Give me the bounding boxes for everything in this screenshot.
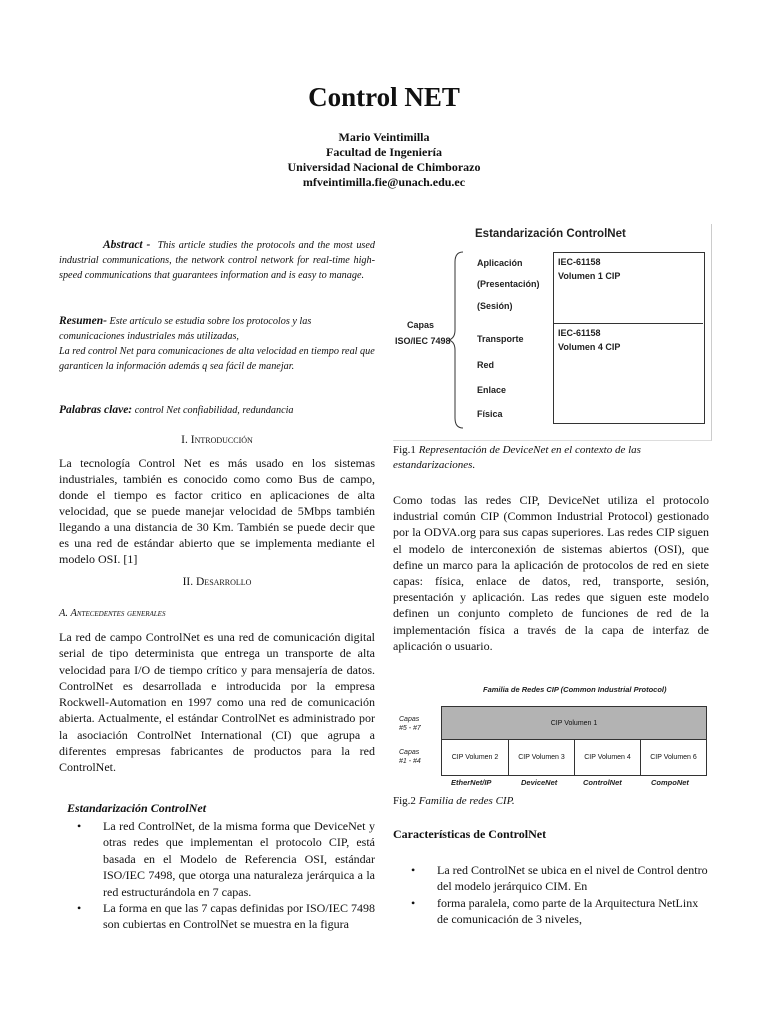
cip-paragraph: Como todas las redes CIP, DeviceNet utiliza el protocolo industrial común CIP (Common Industrial Protocol) gestionado por la ODVA.org para sus capas superiores. Las redes CIP siguen el modelo de interconexión de sistemas abiertos (OSI), que define un marco para la aplicación de protocolos de red en siete capas: física, enlace de datos, red, transporte, sesión, presentación y aplicación. Las redes que siguen este modelo definen un conjunto completo de funciones de red de la implementación física a través de la capa de interfaz de aplicación o usuario. <box>393 493 709 653</box>
bullet: • <box>77 819 82 833</box>
fig1-iso-label: ISO/IEC 7498 <box>395 336 451 346</box>
fig2-network: DeviceNet <box>521 778 558 787</box>
list-item <box>393 895 709 928</box>
bullet: • <box>411 863 416 877</box>
fig2-row2-label-b: #1 - #4 <box>399 758 421 765</box>
section-heading-desarrollo <box>59 574 375 590</box>
caption-number: Fig.1 <box>393 444 416 456</box>
fig1-box1-line2: Volumen 1 CIP <box>558 271 621 281</box>
antecedentes-paragraph: La red de campo ControlNet es una red de comunicación digital serial de tipo determinista que entrega un transporte de alta velocidad para I/O de tiempo crítico y para mensajería de datos. ControlNet es desarrollada e introducida por la empresa Rockwell-Automation en 1997 como una red de comunicación abierta. Actualmente, el estándar ControlNet es administrado por la asociación ControlNet International (CI) que agrupa a diferentes empresas fabricantes de productos para la red ControlNet. <box>59 630 375 775</box>
brace-icon <box>449 250 469 430</box>
list-item <box>59 900 375 933</box>
author-university: Universidad Nacional de Chimborazo <box>287 160 481 174</box>
figure-1 <box>393 224 712 441</box>
resumen-line2: La red control Net para comunicaciones de alta velocidad en tiempo real que garanticen la información además q sea fácil de manejar. <box>59 346 375 372</box>
keywords-lead: Palabras clave: <box>59 404 133 416</box>
fig1-layer-enlace: Enlace <box>477 385 507 395</box>
fig1-capas-label: Capas <box>407 320 435 330</box>
caption-text: Representación de DeviceNet en el contexto de las estandarizaciones. <box>393 444 641 471</box>
subsection-heading: A. Antecedentes generales <box>59 608 166 619</box>
fig2-cell: CIP Volumen 3 <box>508 739 575 776</box>
abstract-text: This article studies the protocols and the most used industrial communications, the network control network for real-time high-speed communications that guarantees information and is easy to manage. <box>59 240 375 281</box>
fig2-network: CompoNet <box>651 778 689 787</box>
bullet: • <box>77 901 82 916</box>
fig2-cip-vol1-cell: CIP Volumen 1 <box>441 706 707 740</box>
author-faculty: Facultad de Ingeniería <box>326 145 442 159</box>
section-title: Desarrollo <box>196 576 252 588</box>
fig1-box2-line1: IEC-61158 <box>558 328 601 338</box>
author-block <box>0 130 768 190</box>
list-item <box>393 862 709 895</box>
list-item-text: La red ControlNet, de la misma forma que DeviceNet y otras redes que implementan el protocolo CIP, está basada en el Modelo de Referencia OSI, estándar ISO/IEC 7498, que otorga una naturaleza jerárquica a la red estructurándola en 7 capas. <box>103 819 375 899</box>
fig1-layer-sesion: (Sesión) <box>477 301 513 311</box>
keywords-text: control Net confiabilidad, redundancia <box>134 405 294 416</box>
abstract-lead: Abstract - <box>103 239 151 251</box>
figure-2-caption <box>393 794 709 809</box>
fig2-cell: CIP Volumen 6 <box>640 739 707 776</box>
fig2-row2-label-a: Capas <box>399 749 420 756</box>
fig1-layer-aplicacion: Aplicación <box>477 258 523 268</box>
section-title: Introducción <box>190 434 253 446</box>
fig2-row1-label-a: Capas <box>399 716 420 723</box>
fig1-divider <box>553 323 703 324</box>
intro-paragraph: La tecnología Control Net es más usado en los sistemas industriales, también es conocido como como Bus de campo, donde el tiempo es factor critico en aplicaciones de alta velocidad, que se puede manejar velocidad de 5Mbps también llegando a una distancia de 30 Km. También se puede decir que es una red de estándar abierto que se implementa mediante el modelo OSI. [1] <box>59 456 375 566</box>
figure-1-caption <box>393 443 709 473</box>
resumen <box>59 314 375 374</box>
fig1-layer-presentacion: (Presentación) <box>477 279 540 289</box>
fig1-box1-line1: IEC-61158 <box>558 257 601 267</box>
section-number: I. <box>181 434 188 446</box>
caption-text: Familia de redes CIP. <box>418 795 515 807</box>
fig1-title: Estandarización ControlNet <box>475 228 626 240</box>
keywords <box>59 402 375 419</box>
figure-2 <box>393 682 711 792</box>
author-email: mfveintimilla.fie@unach.edu.ec <box>302 175 466 189</box>
list-item-text: La forma en que las 7 capas definidas por ISO/IEC 7498 son cubiertas en ControlNet se muestra en la figura <box>103 901 375 932</box>
fig1-layer-transporte: Transporte <box>477 334 524 344</box>
resumen-lead: Resumen- <box>59 315 107 327</box>
estandarizacion-heading: Estandarización ControlNet <box>67 801 207 815</box>
fig1-layer-fisica: Física <box>477 409 503 419</box>
author-name: Mario Veintimilla <box>338 130 430 144</box>
fig2-network: ControlNet <box>583 778 622 787</box>
list-item-text: La red ControlNet se ubica en el nivel de Control dentro del modelo jerárquico CIM. En <box>437 863 708 894</box>
section-number: II. <box>182 576 194 588</box>
fig2-network: EtherNet/IP <box>451 778 492 787</box>
caracteristicas-list <box>393 862 709 928</box>
fig2-cell: CIP Volumen 2 <box>441 739 509 776</box>
list-item <box>59 818 375 900</box>
fig2-row2-label <box>399 748 421 766</box>
fig1-box2-line2: Volumen 4 CIP <box>558 342 621 352</box>
resumen-line1: Este artículo se estudia sobre los protocolos y las comunicaciones industriales más utilizadas, <box>59 316 312 342</box>
list-item-text: forma paralela, como parte de la Arquitectura NetLinx de comunicación de 3 niveles, <box>437 895 699 927</box>
bullet: • <box>411 895 416 910</box>
fig2-row1-label-b: #5 - #7 <box>399 725 421 732</box>
fig2-title: Familia de Redes CIP (Common Industrial Protocol) <box>483 685 667 694</box>
fig2-row1-label <box>399 715 421 733</box>
section-heading-intro <box>59 432 375 448</box>
abstract <box>59 238 375 283</box>
caracteristicas-heading: Características de ControlNet <box>393 827 547 841</box>
caption-number: Fig.2 <box>393 795 416 807</box>
fig2-cell: CIP Volumen 4 <box>574 739 641 776</box>
fig1-layer-red: Red <box>477 360 495 370</box>
estandarizacion-list <box>59 818 375 933</box>
paper-title: Control NET <box>308 82 460 112</box>
